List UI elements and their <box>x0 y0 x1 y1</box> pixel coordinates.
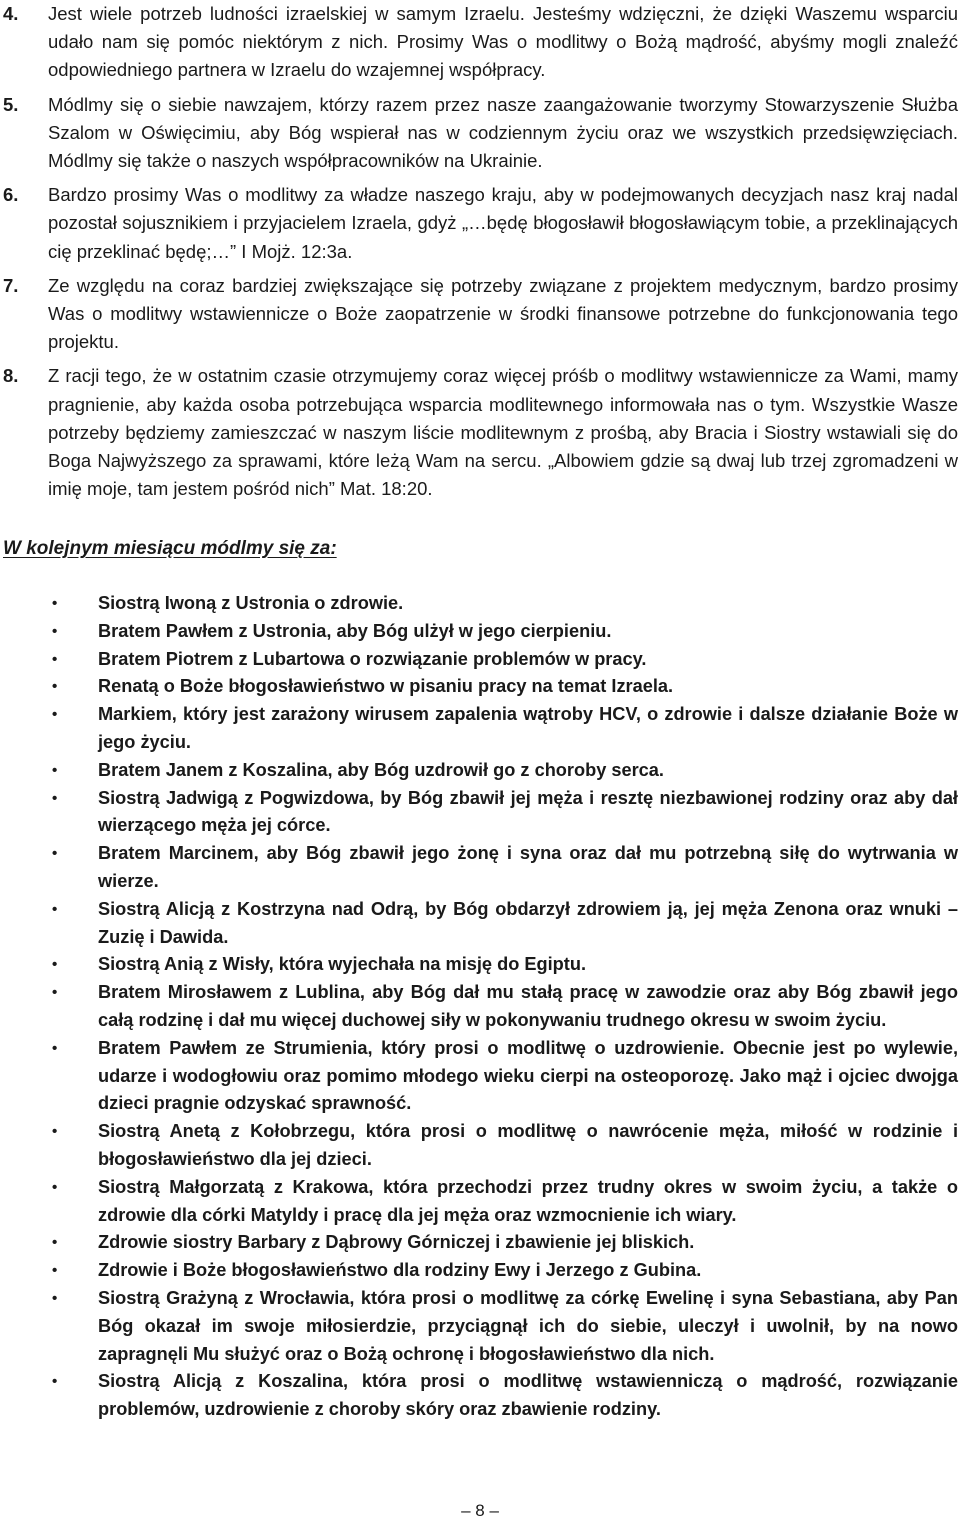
list-item-text: Bratem Piotrem z Lubartowa o rozwiązanie problemów w pracy. <box>98 648 647 669</box>
page-number: – 8 – <box>461 1501 499 1520</box>
list-item <box>0 979 960 1035</box>
bullet-icon: • <box>52 1289 58 1307</box>
item-number: 8. <box>3 365 19 387</box>
list-item <box>0 1174 960 1230</box>
list-item <box>0 896 960 952</box>
list-item <box>0 1229 960 1257</box>
list-item <box>0 590 960 618</box>
bullet-icon: • <box>52 1039 58 1057</box>
item-number: 4. <box>3 3 19 24</box>
list-item-text: Renatą o Boże błogosławieństwo w pisaniu pracy na temat Izraela. <box>98 676 674 697</box>
bullet-icon: • <box>52 622 58 640</box>
list-item-text: Bratem Pawłem z Ustronia, aby Bóg ulżył w jego cierpieniu. <box>98 620 612 641</box>
bullet-icon: • <box>52 845 58 863</box>
list-item-text: Siostrą Grażyną z Wrocławia, która prosi o modlitwę za córkę Ewelinę i syna Sebastiana, aby Pan Bóg okazał im swoje miłosierdzie, przyciągnął ich do siebie, uleczył i uwolnił, by na nowo zapragnęli Mu służyć oraz o Bożą ochronę i błogosławieństwo dla nich. <box>98 1287 958 1364</box>
list-item-text: Zdrowie siostry Barbary z Dąbrowy Górniczej i zbawienie jej bliskich. <box>98 1232 695 1253</box>
item-number: 6. <box>3 184 19 206</box>
item-text: Bardzo prosimy Was o modlitwy za władze naszego kraju, aby w podejmowanych decyzjach nasz kraj nadal pozostał sojusznikiem i przyjacielem Izraela, gdyż „…będę błogosławił błogosławiącym tobie, a przeklinających cię przeklinać będę;…” I Mojż. 12:3a. <box>48 184 958 262</box>
numbered-item <box>0 272 960 357</box>
list-item <box>0 840 960 896</box>
list-item <box>0 785 960 841</box>
list-item-text: Siostrą Iwoną z Ustronia o zdrowie. <box>98 593 404 613</box>
bullet-icon: • <box>52 1373 58 1391</box>
list-item <box>0 673 960 701</box>
list-item <box>0 951 960 979</box>
list-item-text: Siostrą Jadwigą z Pogwizdowa, by Bóg zbawił jej męża i resztę niezbawionej rodziny oraz aby dał wierzącego męża jej córce. <box>98 787 958 836</box>
numbered-item <box>0 181 960 266</box>
list-item-text: Siostrą Anetą z Kołobrzegu, która prosi o modlitwę o nawrócenie męża, miłość w rodzinie i błogosławieństwo dla jej dzieci. <box>98 1121 958 1169</box>
prayer-list <box>0 590 960 1424</box>
bullet-icon: • <box>52 650 58 668</box>
section-heading: W kolejnym miesiącu módlmy się za: <box>3 538 337 559</box>
list-item-text: Bratem Mirosławem z Lublina, aby Bóg dał mu stałą pracę w zawodzie oraz aby Bóg zbawił jego całą rodzinę i dał mu więcej duchowej siły w pokonywaniu trudnego okresu w swoim życiu. <box>98 982 958 1030</box>
item-text: Jest wiele potrzeb ludności izraelskiej w samym Izraelu. Jesteśmy wdzięczni, że dzięki Waszemu wsparciu udało nam się pomóc niektórym z nich. Prosimy Was o modlitwy o Bożą mądrość, abyśmy mogli znaleźć odpowiedniego partnera w Izraelu do wzajemnej współpracy. <box>48 3 958 81</box>
bullet-icon: • <box>52 761 58 779</box>
list-item-text: Zdrowie i Boże błogosławieństwo dla rodziny Ewy i Jerzego z Gubina. <box>98 1260 702 1281</box>
bullet-icon: • <box>52 900 58 918</box>
list-item-text: Siostrą Anią z Wisły, która wyjechała na misję do Egiptu. <box>98 954 586 975</box>
bullet-icon: • <box>52 1178 58 1196</box>
numbered-item <box>0 91 960 176</box>
list-item-text: Siostrą Małgorzatą z Krakowa, która przechodzi przez trudny okres w swoim życiu, a także o zdrowie dla córki Matyldy i pracę dla jej męża oraz wzmocnienie ich wiary. <box>98 1176 958 1225</box>
list-item <box>0 646 960 674</box>
numbered-list <box>0 0 960 509</box>
item-text: Ze względu na coraz bardziej zwiększające się potrzeby związane z projektem medycznym, bardzo prosimy Was o modlitwy wstawiennicze o Boże zaopatrzenie w środki finansowe potrzebne do funkcjonowania tego projektu. <box>48 274 958 353</box>
numbered-item <box>0 362 960 503</box>
list-item <box>0 1285 960 1368</box>
list-item <box>0 1368 960 1424</box>
list-item-text: Markiem, który jest zarażony wirusem zapalenia wątroby HCV, o zdrowie i dalsze działanie Boże w jego życiu. <box>98 704 958 752</box>
bullet-icon: • <box>52 706 58 724</box>
list-item <box>0 1118 960 1174</box>
list-item-text: Siostrą Alicją z Kostrzyna nad Odrą, by Bóg obdarzył zdrowiem ją, jej męża Zenona oraz wnuki – Zuzię i Dawida. <box>98 898 958 947</box>
bullet-icon: • <box>52 1262 58 1280</box>
list-item <box>0 618 960 646</box>
bullet-icon: • <box>52 789 58 807</box>
list-item <box>0 1035 960 1118</box>
item-text: Z racji tego, że w ostatnim czasie otrzymujemy coraz więcej próśb o modlitwy wstawiennicze za Wami, mamy pragnienie, aby każda osoba potrzebująca wsparcia modlitewnego informowała nas o tym. Wszystkie Wasze potrzeby będziemy zamieszczać w naszym liście modlitewnym z prośbą, aby Bracia i Siostry wstawiali się do Boga Najwyższego za sprawami, które leżą Wam na sercu. „Albowiem gdzie są dwaj lub trzej zgromadzeni w imię moje, tam jestem pośród nich” Mat. 18:20. <box>48 365 958 500</box>
list-item-text: Siostrą Alicją z Koszalina, która prosi o modlitwę wstawienniczą o mądrość, rozwiązanie problemów, uzdrowienie z choroby skóry oraz zbawienie rodziny. <box>98 1371 958 1420</box>
list-item-text: Bratem Janem z Koszalina, aby Bóg uzdrowił go z choroby serca. <box>98 759 664 780</box>
item-text: Módlmy się o siebie nawzajem, którzy razem przez nasze zaangażowanie tworzymy Stowarzyszenie Służba Szalom w Oświęcimiu, aby Bóg wspierał nas w codziennym życiu oraz we wszystkich przedsięwzięciach. Módlmy się także o naszych współpracowników na Ukrainie. <box>48 93 958 172</box>
bullet-icon: • <box>52 678 58 696</box>
list-item <box>0 1257 960 1285</box>
bullet-icon: • <box>52 1234 58 1252</box>
numbered-item <box>0 0 960 85</box>
list-item-text: Bratem Marcinem, aby Bóg zbawił jego żonę i syna oraz dał mu potrzebną siłę do wytrwania w wierze. <box>98 843 958 891</box>
bullet-icon: • <box>52 984 58 1002</box>
bullet-icon: • <box>52 956 58 974</box>
bullet-icon: • <box>52 1123 58 1141</box>
item-number: 7. <box>3 274 19 296</box>
item-number: 5. <box>3 93 19 115</box>
list-item <box>0 701 960 757</box>
list-item <box>0 757 960 785</box>
list-item-text: Bratem Pawłem ze Strumienia, który prosi o modlitwę o uzdrowienie. Obecnie jest po wylewie, udarze i wodogłowiu oraz pomimo młodego wieku cierpi na osteoporozę. Jako mąż i ojciec dwojga dzieci pragnie odzyskać sprawność. <box>98 1037 958 1114</box>
bullet-icon: • <box>52 595 58 612</box>
